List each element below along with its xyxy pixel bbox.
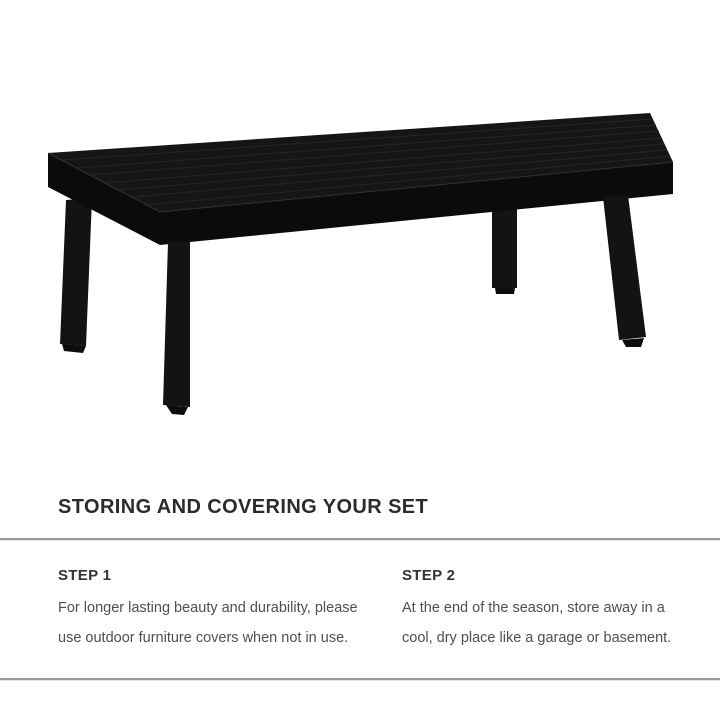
table-leg-front-left bbox=[163, 242, 190, 407]
table-foot-front-right bbox=[622, 338, 644, 347]
step-2-line-2: cool, dry place like a garage or basement. bbox=[402, 630, 672, 646]
table-leg-front-right bbox=[603, 195, 646, 340]
care-section-heading: STORING AND COVERING YOUR SET bbox=[58, 496, 429, 518]
step-1-line-2: use outdoor furniture covers when not in use. bbox=[58, 630, 349, 646]
divider-bottom bbox=[0, 678, 720, 680]
step-2-title: STEP 2 bbox=[402, 567, 456, 584]
step-1-line-1: For longer lasting beauty and durability, please bbox=[58, 600, 358, 616]
divider-top bbox=[0, 538, 720, 540]
step-1-title: STEP 1 bbox=[58, 567, 112, 584]
step-1 bbox=[58, 567, 358, 653]
step-2-line-1: At the end of the season, store away in a bbox=[402, 600, 665, 616]
table-foot-rear-right bbox=[495, 288, 515, 294]
table-leg-rear-left bbox=[60, 198, 92, 346]
step-2 bbox=[402, 567, 692, 653]
